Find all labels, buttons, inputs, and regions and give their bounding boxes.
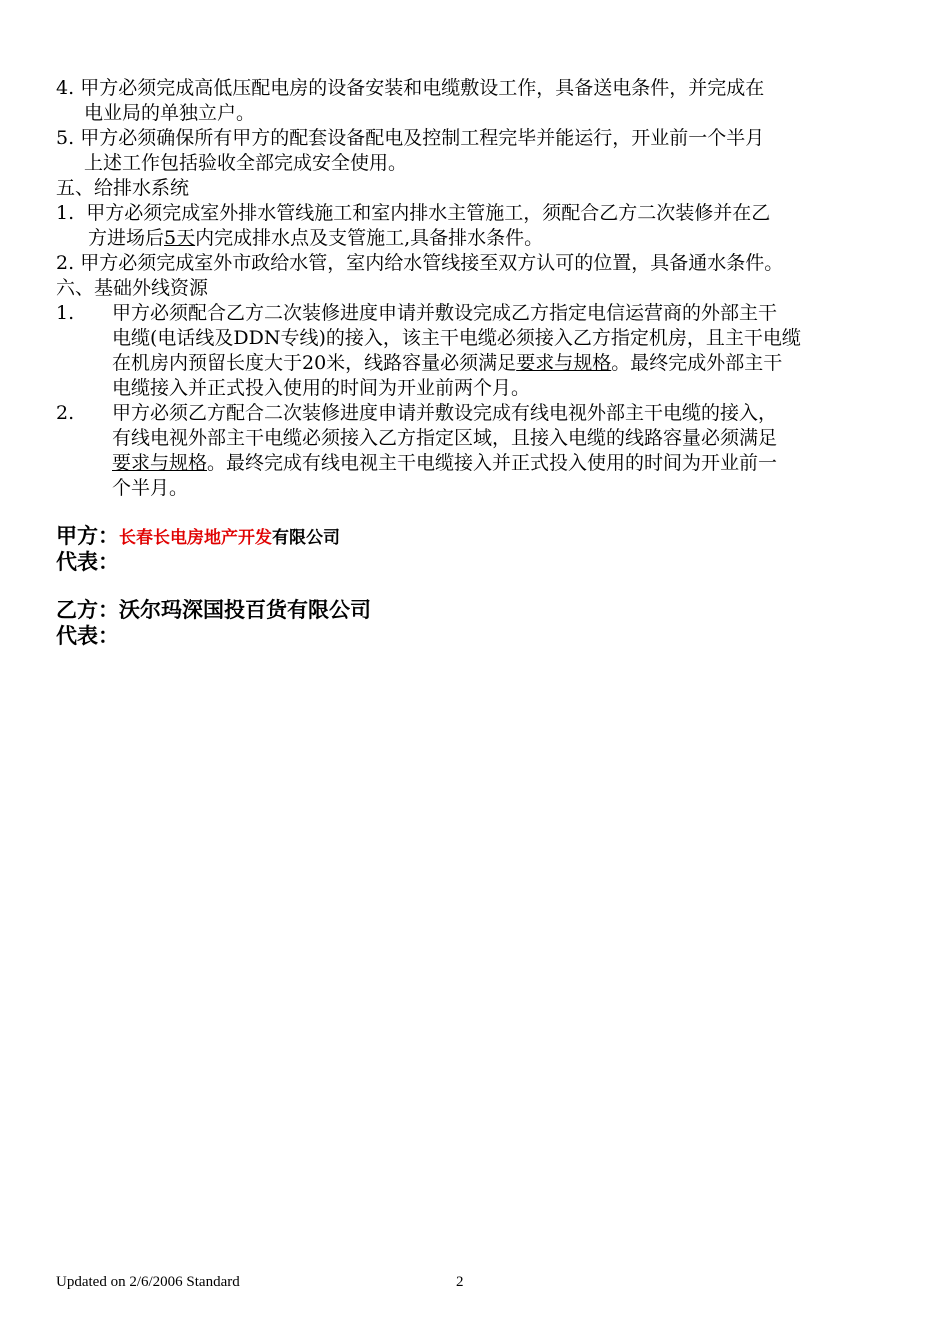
s6-item2-line4: 个半月。 — [112, 477, 189, 499]
item-text: 。最终完成外部主干 — [611, 352, 783, 374]
item-text: 在机房内预留长度大于20米，线路容量必须满足 — [112, 352, 517, 374]
item-text: 方进场后 — [88, 227, 165, 249]
item-number: 1. — [56, 202, 75, 224]
party-a-label: 甲方： — [56, 524, 119, 548]
party-b-rep-label: 代表： — [56, 624, 119, 648]
s6-item2-number: 2. — [56, 402, 75, 424]
s4-item5-line1 — [56, 126, 764, 151]
page-number: 2 — [456, 1274, 464, 1290]
underlined-spec: 要求与规格 — [112, 452, 208, 474]
s6-item2-line3 — [112, 451, 777, 476]
s4-item4-line2: 电业局的单独立户。 — [84, 102, 256, 124]
s6-item1-line4: 电缆接入并正式投入使用的时间为开业前两个月。 — [112, 377, 531, 399]
s4-item5-line2: 上述工作包括验收全部完成安全使用。 — [84, 152, 408, 174]
party-a-name-red: 长春长电房地产开发 — [119, 528, 272, 548]
item-number: 4. — [56, 77, 75, 99]
s4-item4-line1 — [56, 76, 764, 101]
s5-item1-line1 — [56, 201, 770, 226]
item-number: 2. — [56, 252, 75, 274]
party-b-label: 乙方： — [56, 598, 119, 622]
item-number: 5. — [56, 127, 75, 149]
underlined-days: 5天 — [164, 227, 196, 249]
party-a-rep-label: 代表： — [56, 550, 119, 574]
item-text: 甲方必须完成室外市政给水管，室内给水管线接至双方认可的位置，具备通水条件。 — [80, 252, 784, 274]
s5-item1-line2 — [88, 226, 543, 251]
section6-title: 六、基础外线资源 — [56, 277, 209, 299]
s6-item1-number: 1. — [56, 302, 75, 324]
item-text: 甲方必须完成高低压配电房的设备安装和电缆敷设工作，具备送电条件，并完成在 — [80, 77, 765, 99]
s6-item2-line2: 有线电视外部主干电缆必须接入乙方指定区域，且接入电缆的线路容量必须满足 — [112, 427, 778, 449]
party-b-name: 沃尔玛深国投百货有限公司 — [119, 598, 371, 622]
s6-item1-line3 — [112, 351, 782, 376]
party-a-rep — [56, 550, 119, 576]
item-text: 甲方必须确保所有甲方的配套设备配电及控制工程完毕并能运行，开业前一个半月 — [80, 127, 765, 149]
item-text: 。最终完成有线电视主干电缆接入并正式投入使用的时间为开业前一 — [207, 452, 778, 474]
footer-updated: Updated on 2/6/2006 Standard — [56, 1274, 240, 1290]
underlined-spec: 要求与规格 — [516, 352, 612, 374]
s6-item1-line2: 电缆(电话线及DDN专线)的接入，该主干电缆必须接入乙方指定机房，且主干电缆 — [112, 327, 801, 349]
party-a-name-rest: 有限公司 — [272, 528, 340, 548]
s6-item1-line1: 甲方必须配合乙方二次装修进度申请并敷设完成乙方指定电信运营商的外部主干 — [112, 302, 778, 324]
party-b-rep — [56, 624, 119, 650]
item-text: 甲方必须完成室外排水管线施工和室内排水主管施工，须配合乙方二次装修并在乙 — [86, 202, 771, 224]
party-a-line — [56, 524, 340, 551]
s5-item2-line1 — [56, 251, 783, 276]
section5-title: 五、给排水系统 — [56, 177, 190, 199]
item-text: 内完成排水点及支管施工,具备排水条件。 — [195, 227, 544, 249]
party-b-line — [56, 598, 371, 624]
s6-item2-line1: 甲方必须乙方配合二次装修进度申请并敷设完成有线电视外部主干电缆的接入， — [112, 402, 778, 424]
